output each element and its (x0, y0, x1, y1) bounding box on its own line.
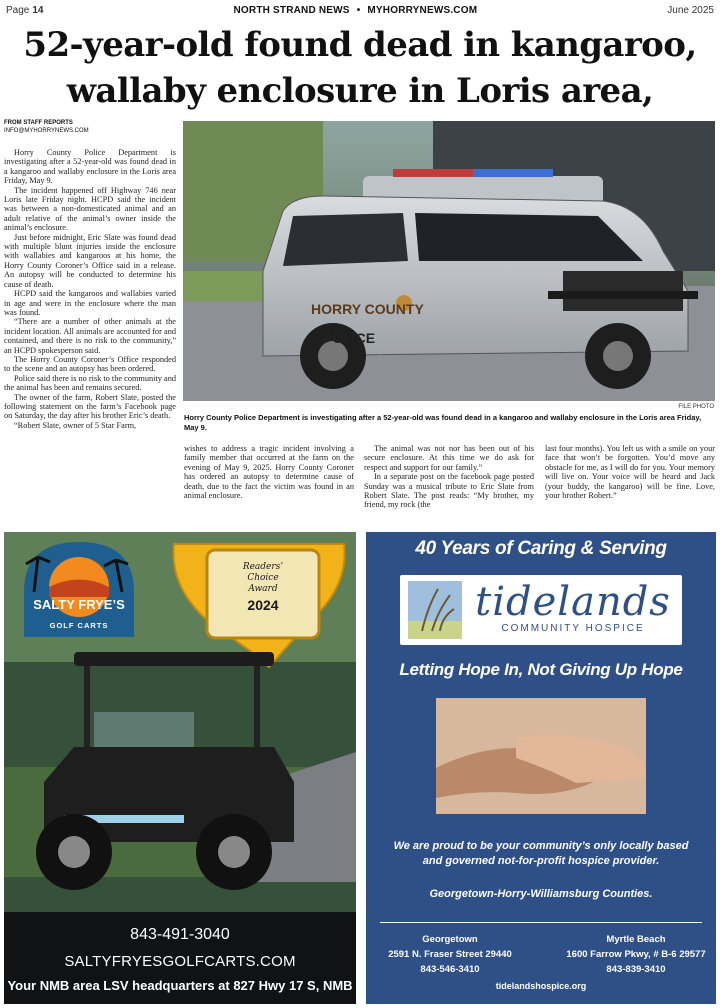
paragraph: last four months). You left us with a smile on your face that won’t be forgotten. You’d move any obstacle for me, as I will do for you. Your memory will live on. Your voice will be heard and Jack (your buddy, the kangaroo) will be fine. Love, your brother Robert.” (545, 444, 715, 501)
award-line-3: Award (248, 584, 278, 594)
tidelands-logo-name: tidelands (475, 579, 671, 625)
paragraph: wishes to address a tragic incident involving a family member that occurred at the farm on the evening of May 9, 2025. Horry County Coroner has ordered an autopsy to determine cause of death, due to the fact the victim was found in an animal enclosure. (184, 444, 354, 501)
paragraph: The incident happened off Highway 746 near Loris late Friday night. HCPD said the incident was between a non-domesticated animal and an adult relative of the animal’s owner inside the animal’s enclosure. (4, 185, 176, 233)
readers-choice-award (218, 562, 308, 613)
award-line-1: Readers’ (242, 562, 284, 572)
office-address: 2591 N. Fraser Street 29440 (388, 949, 512, 960)
publication-banner (234, 5, 478, 16)
salty-fryes-advertisement[interactable] (4, 532, 356, 1004)
publication-name: NORTH STRAND NEWS (233, 4, 350, 16)
car-door-text-police: POLICE (323, 330, 376, 346)
paragraph: Just before midnight, Eric Slate was found dead with multiple blunt injuries inside the enclosure with wallabies and kangaroos at his home, the Horry County Coroner’s Office said in a release. An autopsy will be conducted to determine his cause of death. (4, 232, 176, 289)
tidelands-tagline: 40 Years of Caring & Serving (415, 538, 667, 559)
byline (4, 119, 180, 135)
award-year: 2024 (247, 597, 279, 613)
paragraph: The owner of the farm, Robert Slate, posted the following statement on the farm’s Facebook page on Saturday, the day after his brother Eric’s death. (4, 392, 176, 421)
office-address: 1600 Farrow Pkwy, # B-6 29577 (566, 949, 706, 960)
photo-illustration (183, 121, 715, 401)
salty-fryes-headquarters: Your NMB area LSV headquarters at 827 Hwy 17 S, NMB (7, 978, 353, 993)
office-phone[interactable]: 843-839-3410 (606, 964, 666, 975)
page-number: 14 (32, 4, 44, 16)
paragraph: “Robert Slate, owner of 5 Star Farm, (14, 420, 137, 430)
salty-fryes-logo-sub: GOLF CARTS (49, 621, 109, 630)
salty-fryes-phone[interactable]: 843-491-3040 (130, 926, 230, 943)
tidelands-slogan: Letting Hope In, Not Giving Up Hope (399, 660, 683, 679)
tidelands-logo-sub: COMMUNITY HOSPICE (501, 623, 645, 634)
article-column-4 (545, 444, 715, 500)
sea-oats-icon (408, 581, 462, 639)
office-name: Myrtle Beach (606, 934, 666, 945)
photo-credit: FILE PHOTO (678, 404, 714, 410)
paragraph: The animal was not nor has been out of his secure enclosure. At this time we do ask for respect and support for our family.” (364, 444, 534, 472)
award-line-2: Choice (247, 573, 279, 583)
headline-line-2: wallaby enclosure in Loris area, (66, 71, 654, 111)
paragraph: “There are a number of other animals at the incident location. All animals are accounted for and contained, and there is no risk to the community,” an HCPD spokesperson said. (4, 317, 176, 355)
paragraph: Horry County Police Department is investigating after a 52-year-old was found dead in a kangaroo and wallaby enclosure in the Loris area Friday, May 9. (4, 148, 176, 186)
page-number-label: Page 14 (6, 4, 44, 16)
tidelands-statement: We are proud to be your community’s only locally based and governed not-for-profit hospice provider. (393, 840, 689, 867)
photo-caption: Horry County Police Department is investigating after a 52-year-old was found dead in a kangaroo and wallaby enclosure in the Loris area Friday, May 9. (184, 413, 702, 432)
paragraph: HCPD said the kangaroos and wallabies varied in age and were in the enclosure where the man was found. (4, 289, 176, 317)
holding-hands-photo (436, 698, 646, 814)
office-georgetown (370, 932, 530, 977)
masthead (0, 0, 720, 20)
paragraph: In a separate post on the facebook page posted Sunday was a musical tribute to Eric Slate from Robert Slate. The post reads: “My brother, my friend, my rock (the (364, 472, 534, 510)
article-column-1 (4, 148, 176, 430)
car-door-text-horry: HORRY COUNTY (311, 301, 424, 317)
tidelands-counties: Georgetown-Horry-Williamsburg Counties. (429, 888, 653, 900)
salty-fryes-logo (24, 542, 134, 640)
salty-fryes-logo-name: SALTY FRYE’S (33, 597, 125, 612)
tidelands-logo (400, 575, 682, 645)
paragraph: Police said there is no risk to the community and the animal has been and remains secured. (4, 373, 176, 393)
byline-email[interactable]: INFO@MYHORRYNEWS.COM (4, 128, 89, 134)
office-name: Georgetown (422, 934, 478, 945)
article-column-2 (184, 444, 354, 500)
separator-dot: • (356, 4, 361, 16)
article-column-3 (364, 444, 534, 510)
headline-line-1: 52-year-old found dead in kangaroo, (23, 25, 697, 65)
divider (380, 922, 702, 923)
police-vehicle-photo (183, 121, 715, 401)
office-phone[interactable]: 843-546-3410 (420, 964, 480, 975)
issue-date: June 2025 (667, 4, 714, 16)
tidelands-hospice-advertisement[interactable] (366, 532, 716, 1004)
byline-author: FROM STAFF REPORTS (4, 120, 73, 126)
salty-fryes-website[interactable]: SALTYFRYESGOLFCARTS.COM (64, 953, 296, 970)
office-myrtle-beach (556, 932, 716, 977)
tidelands-website[interactable]: tidelandshospice.org (495, 981, 587, 991)
publication-website[interactable]: MYHORRYNEWS.COM (367, 4, 478, 16)
paragraph: The Horry County Coroner’s Office responded to the scene and an autopsy has been ordered. (4, 354, 176, 374)
